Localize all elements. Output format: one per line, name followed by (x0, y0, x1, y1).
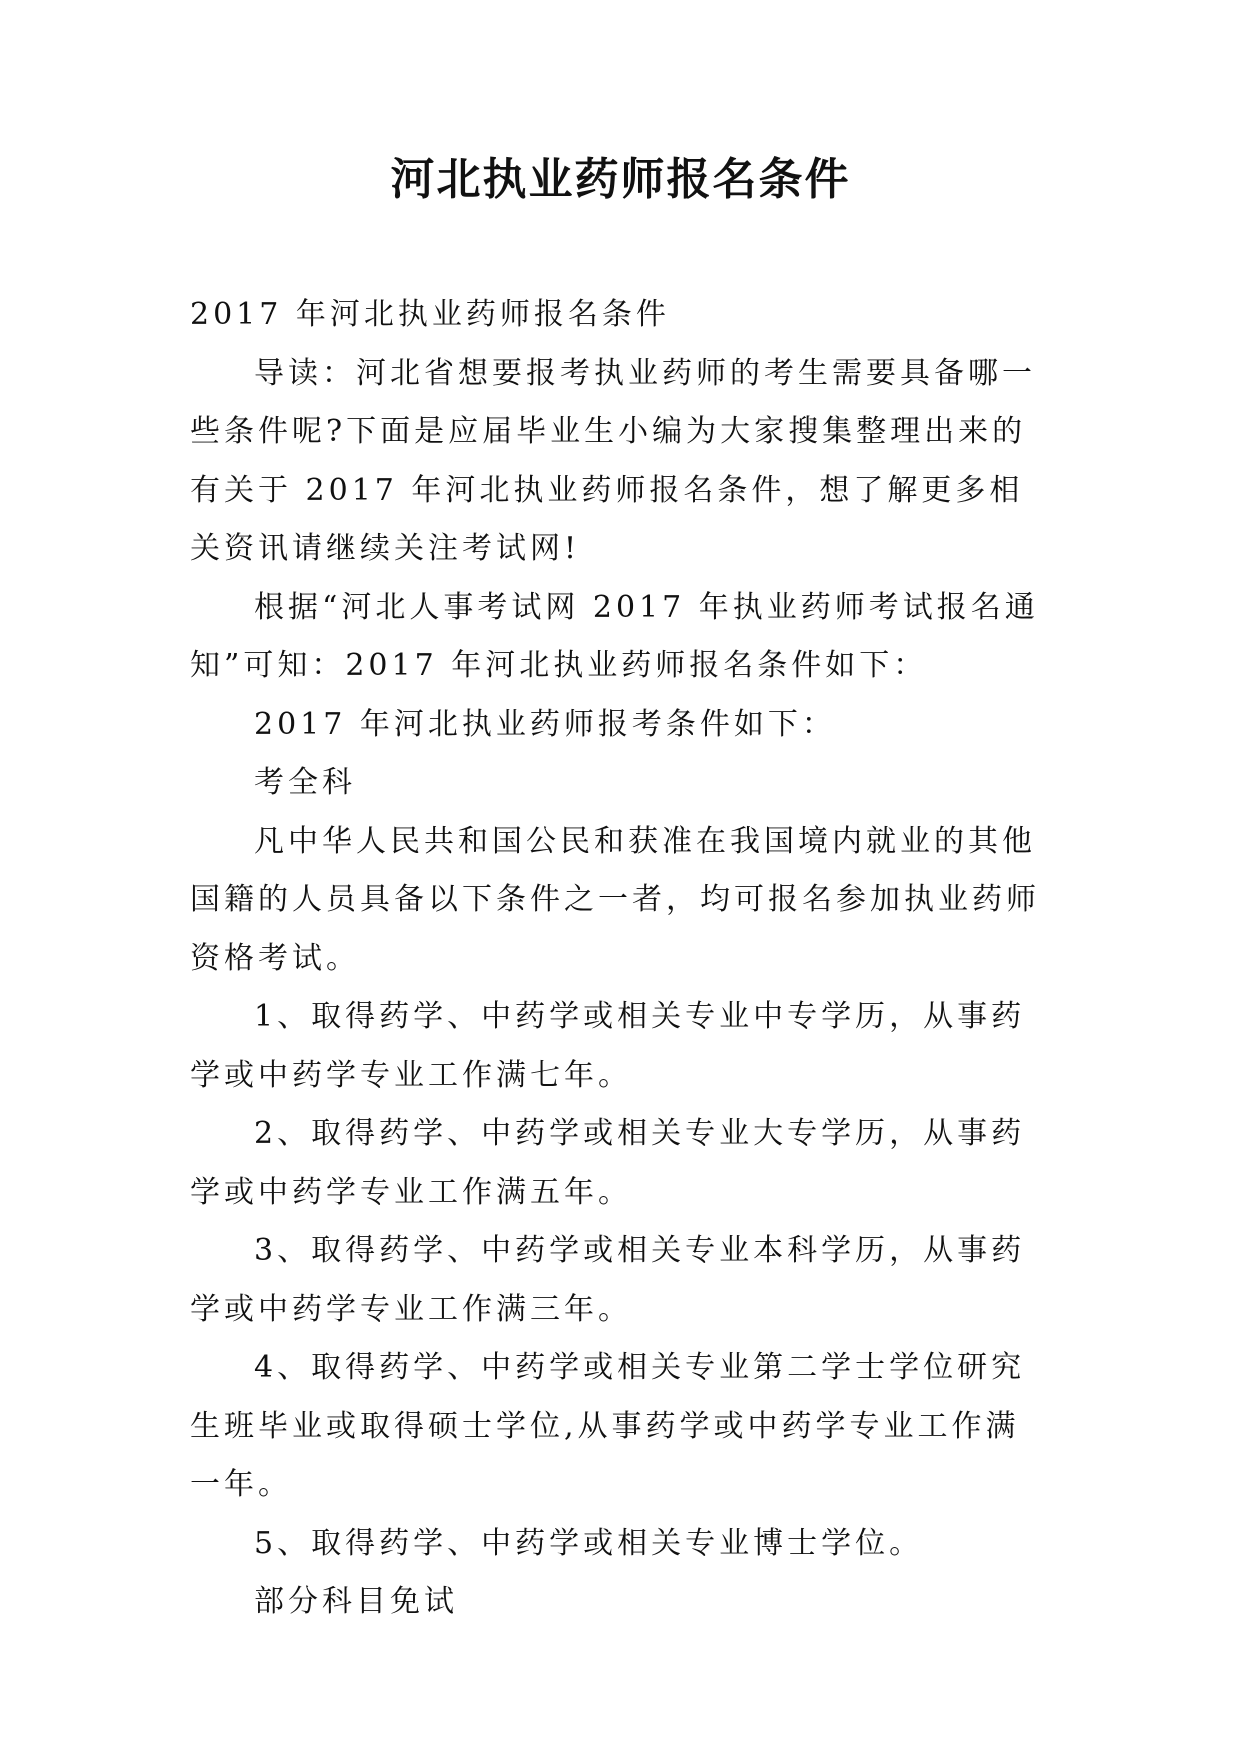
subtitle: 2017 年河北执业药师报名条件 (190, 297, 670, 332)
condition-item: 4、取得药学、中药学或相关专业第二学士学位研究生班毕业或取得硕士学位,从事药学或中药学专业工作满一年。 (190, 1350, 1026, 1502)
condition-item: 1、取得药学、中药学或相关专业中专学历，从事药学或中药学专业工作满七年。 (190, 999, 1026, 1093)
condition-item: 2、取得药学、中药学或相关专业大专学历，从事药学或中药学专业工作满五年。 (190, 1116, 1026, 1210)
intro-paragraph: 导读：河北省想要报考执业药师的考生需要具备哪一些条件呢?下面是应届毕业生小编为大家搜集整理出来的有关于 2017 年河北执业药师报名条件，想了解更多相关资讯请继续关注考试网! (190, 355, 1036, 566)
section-full-exam: 考全科 (254, 765, 356, 800)
document-body (190, 286, 1052, 1632)
condition-item: 5、取得药学、中药学或相关专业博士学位。 (254, 1525, 924, 1561)
source-paragraph: 根据“河北人事考试网 2017 年执业药师考试报名通知”可知：2017 年河北执业药师报名条件如下： (190, 589, 1039, 683)
eligibility-paragraph: 凡中华人民共和国公民和获准在我国境内就业的其他国籍的人员具备以下条件之一者，均可报名参加执业药师资格考试。 (190, 823, 1040, 976)
conditions-heading: 2017 年河北执业药师报考条件如下： (254, 706, 836, 742)
document-title: 河北执业药师报名条件 (390, 154, 851, 205)
condition-item: 3、取得药学、中药学或相关专业本科学历，从事药学或中药学专业工作满三年。 (190, 1233, 1026, 1327)
section-partial-exemption: 部分科目免试 (254, 1584, 458, 1619)
